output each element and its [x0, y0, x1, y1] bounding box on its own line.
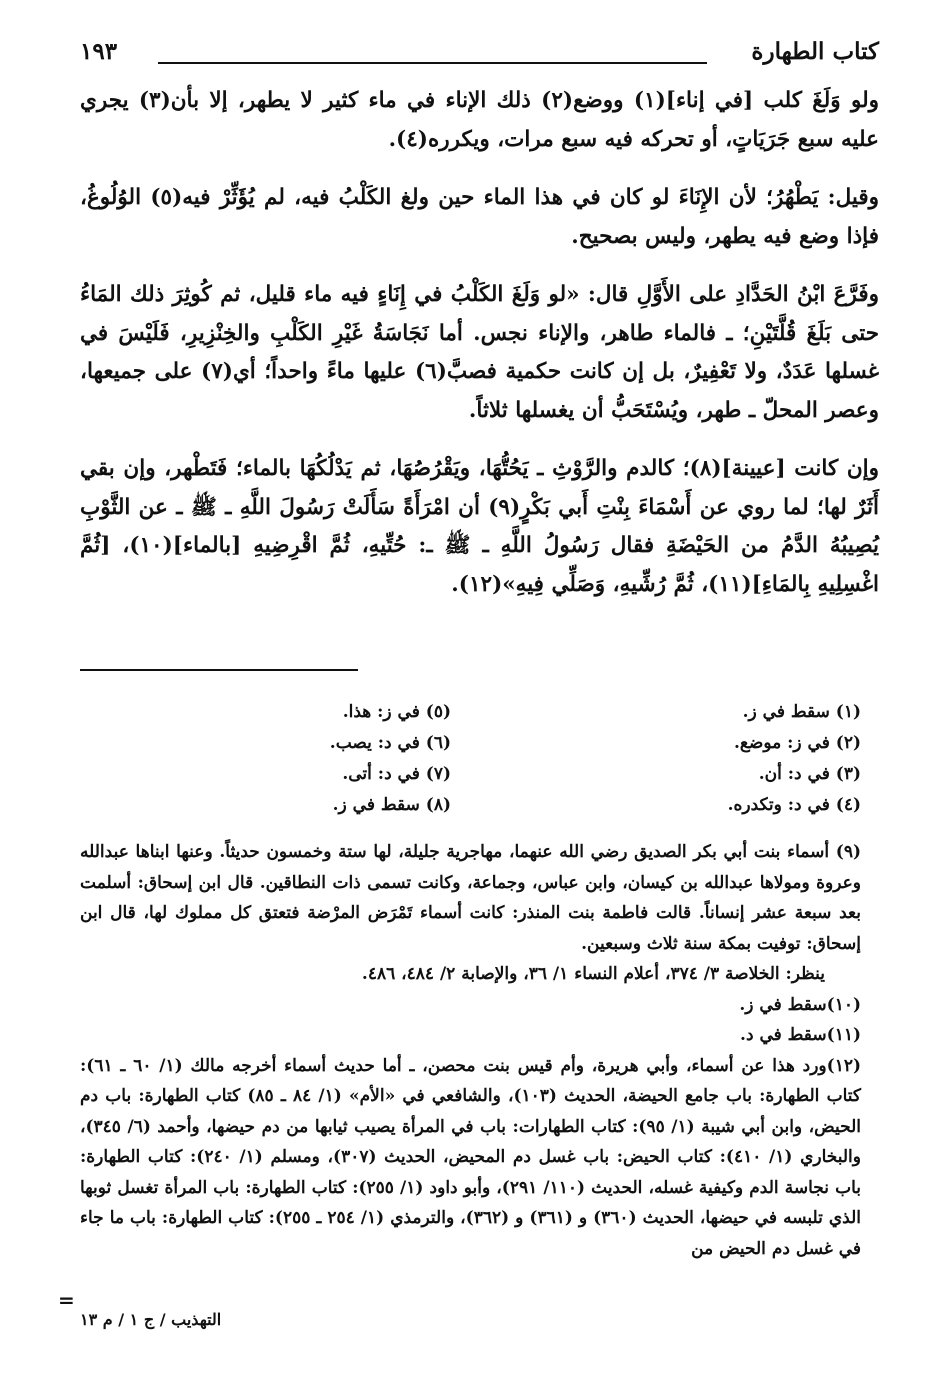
footnote-6: (٦) في د: يصب. [329, 733, 451, 753]
footnote-2: (٢) في ز: موضع. [733, 733, 861, 753]
paragraph-3: وفَرَّعَ ابْنُ الحَدَّادِ على الأَوَّلِ قال: «لو وَلَغَ الكَلْبُ في إِنَاءٍ فيه ماء قليل، ثم كُوثِرَ ذلك المَاءُ حتى بَلَغَ قُلَّتَيْنِ؛ ـ فالماء طاهر، والإناء نجس. أما نَجَاسَةُ غَيْرِ الكَلْبِ والخِنْزِيرِ، فَلَيْسَ في غسلها عَدَدٌ، ولا تَعْفِيرٌ، بل إن كانت حكمية فصبَّ(٦) عليها ماءً واحداً؛ أي(٧) على جميعها، وعصر المحلّ ـ طهر، ويُسْتَحَبُّ أن يغسلها ثلاثاً. [80, 282, 879, 423]
footnote-separator [80, 669, 358, 671]
footnote-9-references: ينظر: الخلاصة ٣/ ٣٧٤، أعلام النساء ١/ ٣٦، والإصابة ٢/ ٤٨٤، ٤٨٦. [361, 964, 825, 984]
paragraph-2: وقيل: يَطْهُرُ؛ لأن الإِنَاءَ لو كان في هذا الماء حين ولغ الكَلْبُ فيه، لم يُؤَثِّرْ فيه(٥) الوُلُوغُ، فإذا وضع فيه يطهر، وليس بصحيح. [80, 185, 879, 249]
footnotes-long [80, 837, 861, 1264]
footnote-9: (٩) أسماء بنت أبي بكر الصديق رضي الله عنهما، مهاجرية جليلة، لها ستة وخمسون حديثاً. وعنها ابناها عبدالله وعروة ومولاها عبدالله بن كيسان، وابن عباس، وجماعة، وكانت تسمى ذات النطاقين. قال ابن إسحاق: أسلمت بعد سبعة عشر إنساناً. قالت فاطمة بنت المنذر: كانت أسماء تَمْرَض المرْضة فتعتق كل مملوك لها، قال ابن إسحاق: توفيت بمكة سنة ثلاث وسبعين. [80, 842, 861, 954]
header-rule [158, 62, 707, 64]
footnote-7: (٧) في د: أتى. [342, 764, 451, 784]
paragraph-1: ولو وَلَغَ كلب [في إناء](١) ووضع(٢) ذلك الإناء في ماء كثير لا يطهر، إلا بأن(٣) يجري عليه سبع جَرَيَاتٍ، أو تحركه فيه سبع مرات، ويكرره(٤). [80, 88, 880, 152]
paragraph-4: وإن كانت [عيينة](٨)؛ كالدم والرَّوْثِ ـ يَحُتُّهَا، ويَقْرُصُهَا، ثم يَدْلُكُهَا بالماء؛ فَتَطْهر، وإن بقي أَثَرٌ لها؛ لما روي عن أَسْمَاءَ بِنْتِ أَبي بَكْرٍ(٩) أن امْرَأَةً سَأَلَتْ رَسُولَ اللَّهِ ـ ﷺ ـ عن الثَّوْبِ يُصِيبُهُ الدَّمُ من الحَيْضَةِ فقال رَسُولُ اللَّهِ ـ ﷺ ـ: حُتِّيهِ، ثُمَّ اقْرِضِيهِ [بالماء](١٠)، [ثُمَّ اغْسِلِيهِ بِالمَاءِ](١١)، ثُمَّ رُشِّيهِ، وَصَلِّي فِيهِ»(١٢). [80, 456, 879, 597]
footnote-4: (٤) في د: وتكدره. [727, 795, 861, 815]
footnote-3: (٣) في د: أن. [758, 764, 861, 784]
footnotes-column-right [461, 697, 861, 821]
footnotes-column-left [151, 697, 451, 821]
footnote-10: (١٠)سقط في ز. [739, 994, 861, 1015]
chapter-title: كتاب الطهارة [751, 38, 879, 65]
book-signature: التهذيب / ج ١ / م ١٣ [80, 1310, 222, 1329]
continuation-mark: = [58, 1288, 75, 1312]
footnote-11: (١١)سقط في د. [740, 1025, 861, 1045]
main-text [80, 82, 879, 604]
footnote-12: (١٢)ورد هذا عن أسماء، وأبي هريرة، وأم قيس بنت محصن، ـ أما حديث أسماء أخرجه مالك (١/ ٦٠ ـ ٦١): كتاب الطهارة: باب جامع الحيضة، الحديث (١٠٣)، والشافعي في «الأم» (١/ ٨٤ ـ ٨٥) كتاب الطهارة: باب دم الحيض، وابن أبي شيبة (١/ ٩٥): كتاب الطهارات: باب في المرأة يصيب ثيابها من دم حيضها، وأحمد (٦/ ٣٤٥)، والبخاري (١/ ٤١٠): كتاب الحيض: باب غسل دم المحيض، الحديث (٣٠٧)، ومسلم (١/ ٢٤٠): كتاب الطهارة: باب نجاسة الدم وكيفية غسله، الحديث (١١٠/ ٢٩١)، وأبو داود (١/ ٢٥٥): كتاب الطهارة: باب المرأة تغسل ثوبها الذي تلبسه في حيضها، الحديث (٣٦٠) و (٣٦١) و (٣٦٢)، والترمذي (١/ ٢٥٤ ـ ٢٥٥): كتاب الطهارة: باب ما جاء في غسل دم الحيض من [80, 1055, 862, 1259]
page-header [80, 28, 879, 72]
footnote-5: (٥) في ز: هذا. [342, 702, 451, 722]
page-number: ١٩٣ [80, 38, 118, 65]
footnote-8: (٨) سقط في ز. [332, 795, 451, 815]
footnote-1: (١) سقط في ز. [742, 702, 861, 722]
footnotes-short [80, 697, 861, 837]
